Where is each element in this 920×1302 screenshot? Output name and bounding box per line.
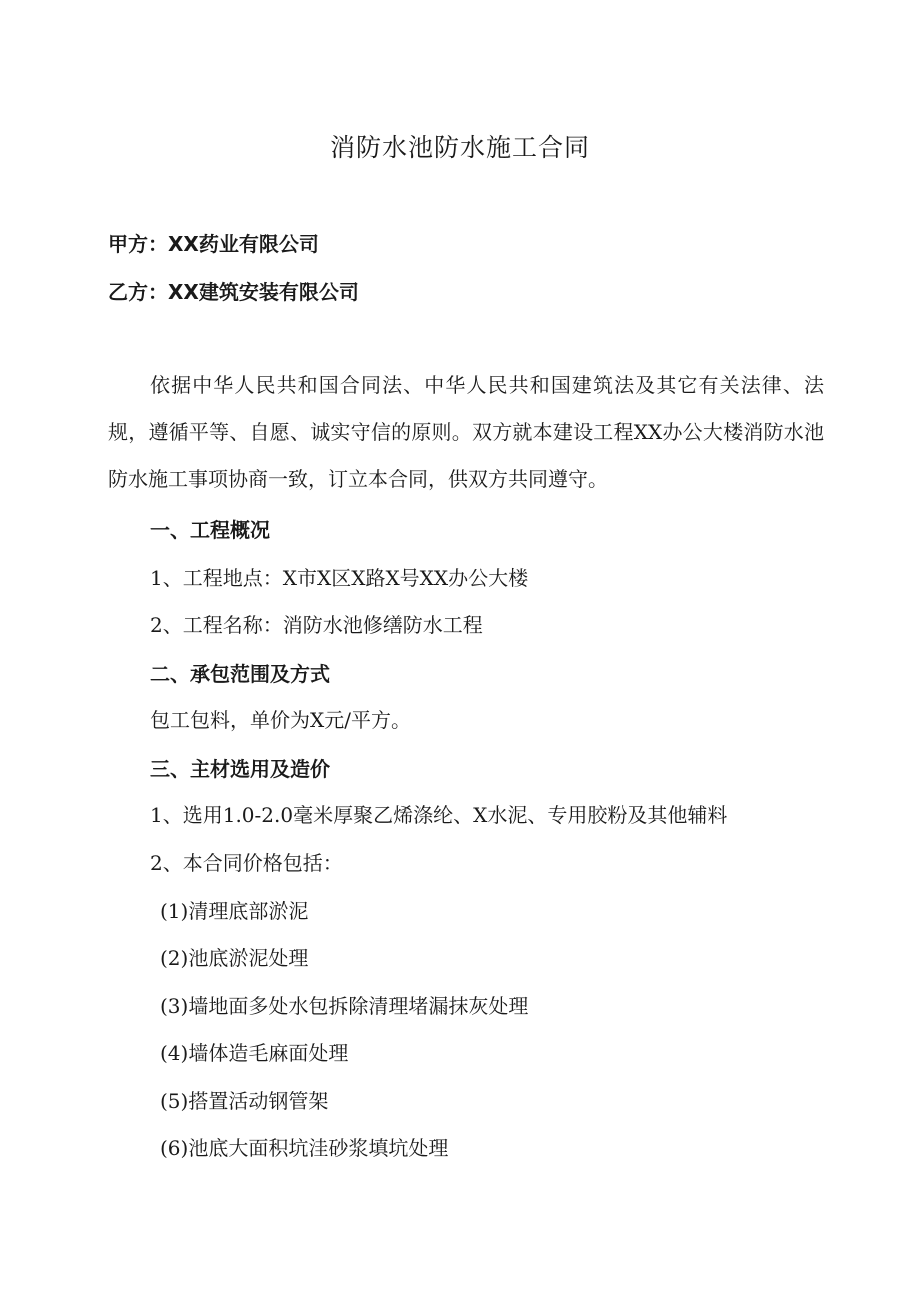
price-subitem: (3)墙地面多处水包拆除清理堵漏抹灰处理 — [160, 994, 529, 1018]
section-heading-scope: 二、承包范围及方式 — [150, 662, 330, 686]
section-heading-overview: 一、工程概况 — [150, 518, 270, 542]
document-title: 消防水池防水施工合同 — [329, 133, 590, 162]
price-subitem: (5)搭置活动钢管架 — [160, 1089, 329, 1113]
materials-item-selection: 1、选用1.0-2.0毫米厚聚乙烯涤纶、X水泥、专用胶粉及其他辅料 — [150, 803, 728, 827]
price-subitem: (2)池底淤泥处理 — [160, 946, 309, 970]
materials-item-price-includes: 2、本合同价格包括： — [150, 851, 343, 875]
section-heading-materials: 三、主材选用及造价 — [150, 757, 330, 781]
price-subitem: (4)墙体造毛麻面处理 — [160, 1041, 349, 1065]
price-subitem: (6)池底大面积坑洼砂浆填坑处理 — [160, 1136, 449, 1160]
party-b: 乙方：XX建筑安装有限公司 — [108, 280, 359, 304]
party-a: 甲方：XX药业有限公司 — [108, 232, 319, 256]
price-subitem: (1)清理底部淤泥 — [160, 899, 309, 923]
scope-item: 包工包料，单价为X元/平方。 — [150, 708, 411, 732]
overview-item-location: 1、工程地点：X市X区X路X号XX办公大楼 — [150, 566, 529, 590]
preamble-paragraph: 依据中华人民共和国合同法、中华人民共和国建筑法及其它有关法律、法规，遵循平等、自愿、诚实守信的原则。双方就本建设工程XX办公大楼消防水池防水施工事项协商一致，订立本合同，供双方共同遵守。 — [108, 373, 824, 491]
overview-item-name: 2、工程名称：消防水池修缮防水工程 — [150, 613, 483, 637]
